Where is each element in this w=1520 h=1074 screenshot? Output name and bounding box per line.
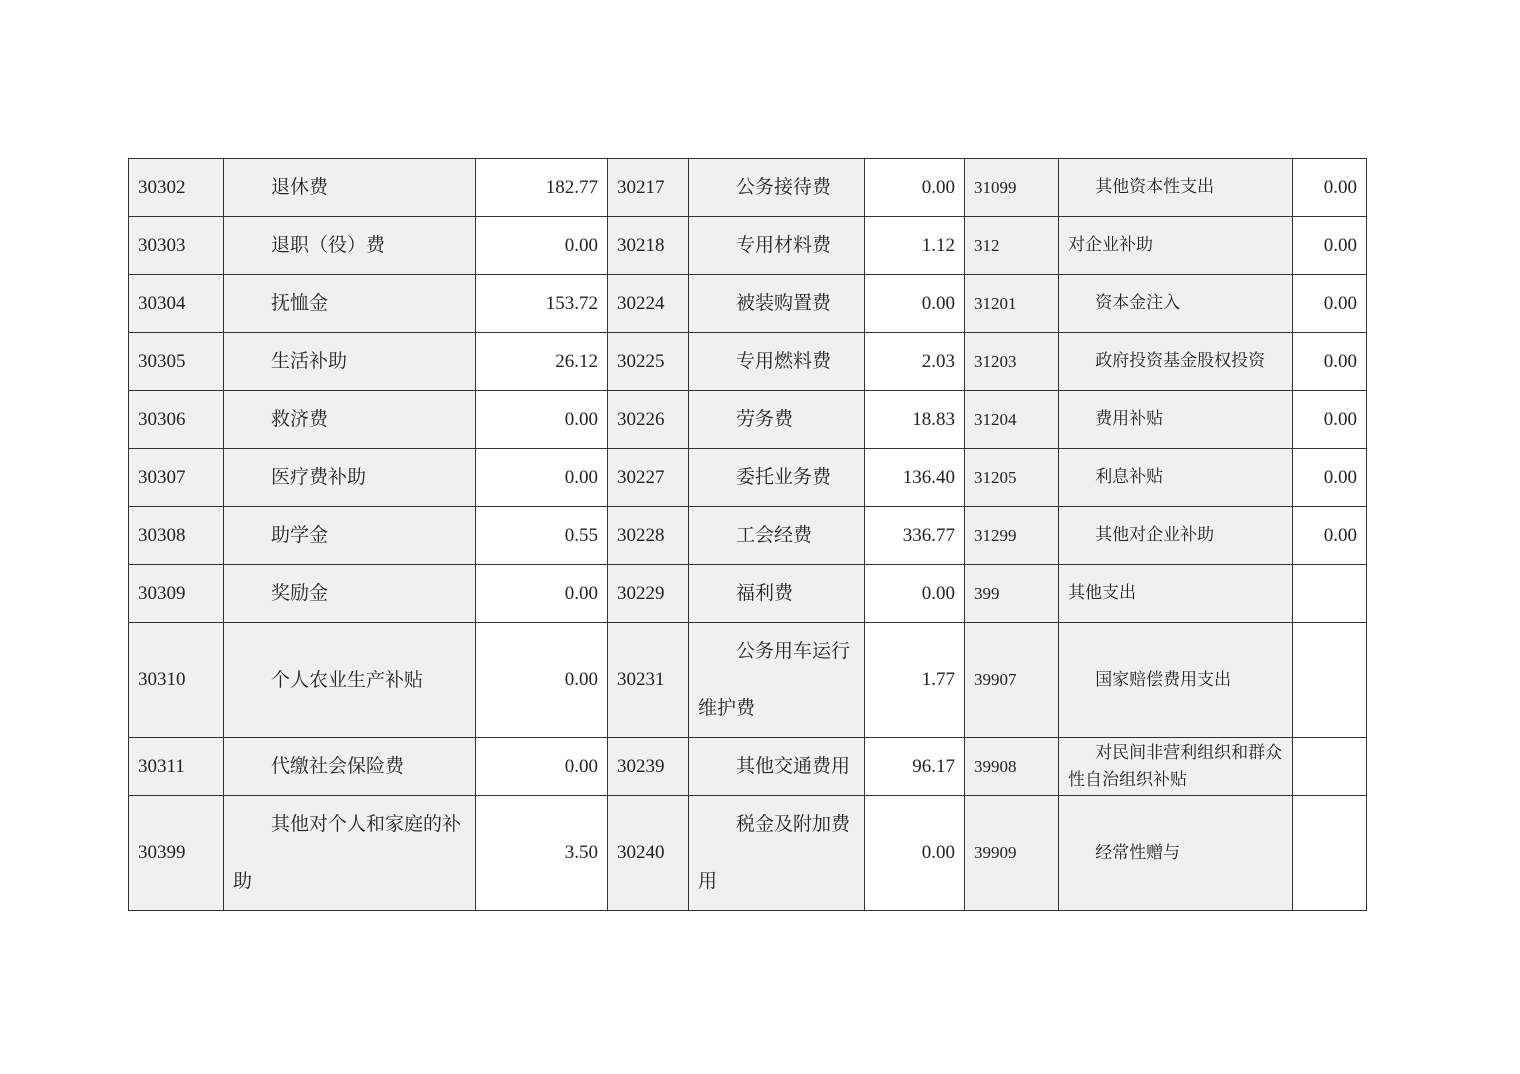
code-cell: 30304 [129,275,224,333]
code-cell: 30307 [129,449,224,507]
code-cell: 31204 [965,391,1059,449]
code-cell: 30226 [608,391,689,449]
code-cell: 31203 [965,333,1059,391]
table-row [129,565,1367,623]
item-name-cell: 退职（役）费 [224,217,476,275]
table-row [129,449,1367,507]
item-name-cell: 资本金注入 [1059,275,1293,333]
item-name-cell: 费用补贴 [1059,391,1293,449]
item-name-cell: 公务接待费 [689,159,865,217]
table-row [129,796,1367,911]
item-name-cell: 退休费 [224,159,476,217]
item-name-cell: 其他支出 [1059,565,1293,623]
code-cell: 30228 [608,507,689,565]
code-cell: 30306 [129,391,224,449]
item-name-cell: 其他对企业补助 [1059,507,1293,565]
table-row [129,623,1367,738]
item-name-cell: 对民间非营利组织和群众性自治组织补贴 [1059,738,1293,796]
code-cell: 30309 [129,565,224,623]
amount-cell: 336.77 [865,507,965,565]
item-name-cell: 其他对个人和家庭的补助 [224,796,476,911]
item-name-cell: 福利费 [689,565,865,623]
amount-cell: 0.00 [476,391,608,449]
item-name-cell: 专用燃料费 [689,333,865,391]
amount-cell: 0.00 [1293,275,1367,333]
amount-cell: 1.12 [865,217,965,275]
expenditure-table [128,158,1367,911]
table-row [129,159,1367,217]
code-cell: 30229 [608,565,689,623]
amount-cell: 0.00 [1293,391,1367,449]
item-name-cell: 税金及附加费用 [689,796,865,911]
code-cell: 312 [965,217,1059,275]
item-name-cell: 奖励金 [224,565,476,623]
amount-cell: 0.00 [476,623,608,738]
amount-cell: 0.55 [476,507,608,565]
amount-cell: 3.50 [476,796,608,911]
amount-cell: 2.03 [865,333,965,391]
amount-cell: 0.00 [1293,159,1367,217]
table-row [129,275,1367,333]
amount-cell: 0.00 [1293,507,1367,565]
amount-cell: 182.77 [476,159,608,217]
item-name-cell: 劳务费 [689,391,865,449]
code-cell: 30217 [608,159,689,217]
code-cell: 30239 [608,738,689,796]
code-cell: 31205 [965,449,1059,507]
amount-cell: 0.00 [476,449,608,507]
amount-cell: 0.00 [865,565,965,623]
amount-cell: 0.00 [476,565,608,623]
item-name-cell: 工会经费 [689,507,865,565]
code-cell: 39907 [965,623,1059,738]
table-row [129,738,1367,796]
code-cell: 30218 [608,217,689,275]
amount-cell: 0.00 [476,738,608,796]
item-name-cell: 救济费 [224,391,476,449]
code-cell: 30311 [129,738,224,796]
code-cell: 399 [965,565,1059,623]
amount-cell: 0.00 [865,796,965,911]
table-row [129,507,1367,565]
amount-cell: 26.12 [476,333,608,391]
item-name-cell: 政府投资基金股权投资 [1059,333,1293,391]
amount-cell: 153.72 [476,275,608,333]
code-cell: 30310 [129,623,224,738]
code-cell: 30302 [129,159,224,217]
item-name-cell: 医疗费补助 [224,449,476,507]
amount-cell: 0.00 [476,217,608,275]
item-name-cell: 个人农业生产补贴 [224,623,476,738]
item-name-cell: 抚恤金 [224,275,476,333]
amount-cell [1293,623,1367,738]
item-name-cell: 专用材料费 [689,217,865,275]
item-name-cell: 委托业务费 [689,449,865,507]
code-cell: 31299 [965,507,1059,565]
item-name-cell: 代缴社会保险费 [224,738,476,796]
amount-cell [1293,738,1367,796]
amount-cell: 0.00 [865,159,965,217]
amount-cell: 0.00 [1293,217,1367,275]
code-cell: 30240 [608,796,689,911]
item-name-cell: 国家赔偿费用支出 [1059,623,1293,738]
code-cell: 31201 [965,275,1059,333]
code-cell: 30399 [129,796,224,911]
item-name-cell: 对企业补助 [1059,217,1293,275]
code-cell: 30225 [608,333,689,391]
table-row [129,217,1367,275]
amount-cell: 0.00 [865,275,965,333]
amount-cell: 0.00 [1293,333,1367,391]
amount-cell: 136.40 [865,449,965,507]
budget-sheet [128,158,1367,911]
code-cell: 30224 [608,275,689,333]
code-cell: 30227 [608,449,689,507]
code-cell: 30305 [129,333,224,391]
code-cell: 39908 [965,738,1059,796]
amount-cell: 0.00 [1293,449,1367,507]
item-name-cell: 其他交通费用 [689,738,865,796]
table-row [129,391,1367,449]
item-name-cell: 被装购置费 [689,275,865,333]
amount-cell: 1.77 [865,623,965,738]
amount-cell [1293,565,1367,623]
code-cell: 39909 [965,796,1059,911]
code-cell: 31099 [965,159,1059,217]
item-name-cell: 其他资本性支出 [1059,159,1293,217]
item-name-cell: 公务用车运行维护费 [689,623,865,738]
amount-cell [1293,796,1367,911]
item-name-cell: 利息补贴 [1059,449,1293,507]
code-cell: 30303 [129,217,224,275]
code-cell: 30231 [608,623,689,738]
amount-cell: 96.17 [865,738,965,796]
table-row [129,333,1367,391]
item-name-cell: 经常性赠与 [1059,796,1293,911]
amount-cell: 18.83 [865,391,965,449]
item-name-cell: 助学金 [224,507,476,565]
code-cell: 30308 [129,507,224,565]
item-name-cell: 生活补助 [224,333,476,391]
